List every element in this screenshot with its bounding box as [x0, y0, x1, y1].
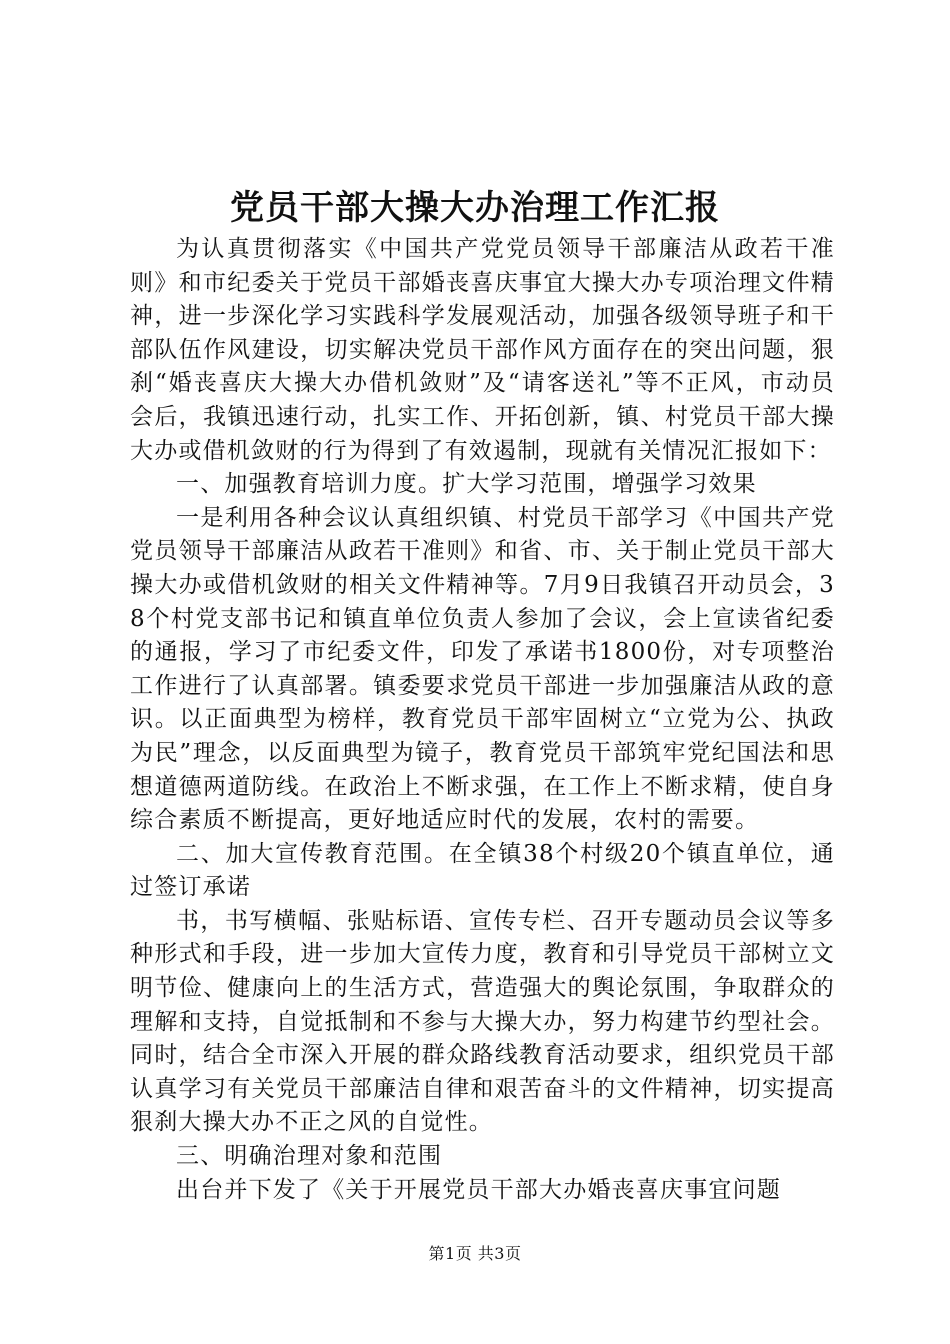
page-number-footer: 第1页 共3页	[428, 1244, 522, 1263]
section-3-paragraph: 出台并下发了《关于开展党员干部大办婚丧喜庆事宜问题	[176, 1176, 781, 1203]
document-title: 党员干部大操大办治理工作汇报	[230, 188, 720, 228]
section-1-paragraph: 一是利用各种会议认真组织镇、村党员干部学习《中国共产党党员领导干部廉洁从政若干准则》和省、市、关于制止党员干部大操大办或借机敛财的相关文件精神等。7月9日我镇召开动员会，38个村党支部书记和镇直单位负责人参加了会议，会上宣读省纪委的通报，学习了市纪委文件，印发了承诺书1800份，对专项整治工作进行了认真部署。镇委要求党员干部进一步加强廉洁从政的意识。以正面典型为榜样，教育党员干部牢固树立“立党为公、执政为民”理念，以反面典型为镜子，教育党员干部筑牢党纪国法和思想道德两道防线。在政治上不断求强，在工作上不断求精，使自身综合素质不断提高，更好地适应时代的发展，农村的需要。	[130, 504, 835, 834]
document-body	[130, 233, 835, 1207]
intro-paragraph: 为认真贯彻落实《中国共产党党员领导干部廉洁从政若干准则》和市纪委关于党员干部婚丧喜庆事宜大操大办专项治理文件精神，进一步深化学习实践科学发展观活动，加强各级领导班子和干部队伍作风建设，切实解决党员干部作风方面存在的突出问题，狠刹“婚丧喜庆大操大办借机敛财”及“请客送礼”等不正风，市动员会后，我镇迅速行动，扎实工作、开拓创新，镇、村党员干部大操大办或借机敛财的行为得到了有效遏制，现就有关情况汇报如下：	[130, 236, 835, 464]
section-2-paragraph: 书，书写横幅、张贴标语、宣传专栏、召开专题动员会议等多种形式和手段，进一步加大宣传力度，教育和引导党员干部树立文明节俭、健康向上的生活方式，营造强大的舆论氛围，争取群众的理解和支持，自觉抵制和不参与大操大办，努力构建节约型社会。同时，结合全市深入开展的群众路线教育活动要求，组织党员干部认真学习有关党员干部廉洁自律和艰苦奋斗的文件精神，切实提高狠刹大操大办不正之风的自觉性。	[130, 907, 835, 1136]
section-heading-3: 三、明确治理对象和范围	[176, 1143, 443, 1170]
section-heading-1: 一、加强教育培训力度。扩大学习范围，增强学习效果	[176, 471, 757, 498]
section-2-heading-paragraph: 二、加大宣传教育范围。在全镇38个村级20个镇直单位，通过签订承诺	[130, 840, 835, 901]
